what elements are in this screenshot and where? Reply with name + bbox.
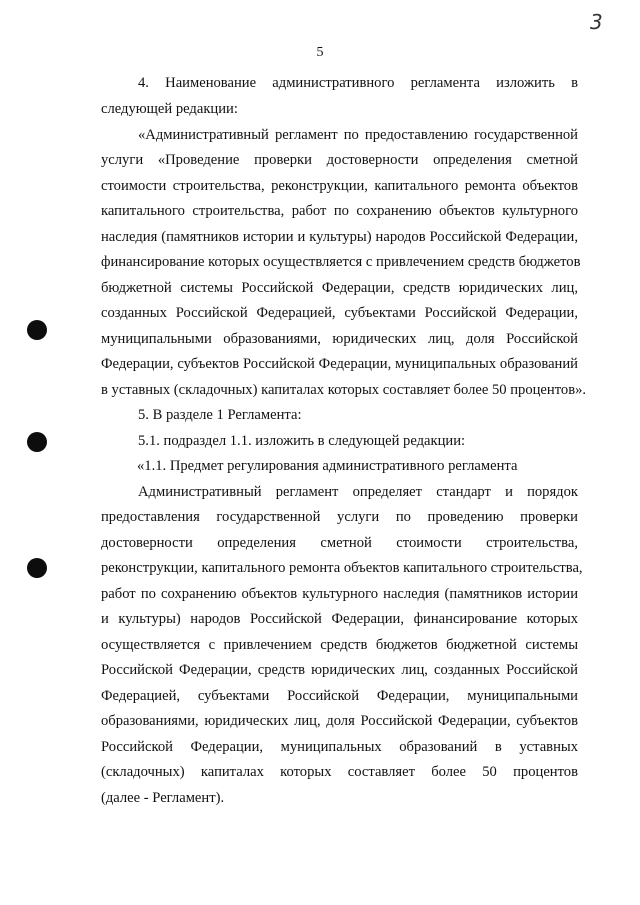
text-line: Федерацией, субъектами Российской Федерации, муниципальными [101,688,578,704]
text-line: в уставных (складочных) капиталах которых составляет более 50 процентов». [101,382,587,398]
text-line: бюджетной системы Российской Федерации, средств юридических лиц, [101,280,578,296]
text-line: «Административный регламент по предоставлению государственной [138,127,578,143]
text-line: осуществляется с привлечением средств бюджетов бюджетной системы [101,637,578,653]
text-line: Федерации, субъектов Российской Федерации, муниципальных образований [101,356,578,372]
text-line: и культуры) народов Российской Федерации, финансирование которых [101,611,578,627]
page-number: 5 [316,45,324,60]
text-line: «1.1. Предмет регулирования административного регламента [137,458,518,474]
text-line: (складочных) капиталах которых составляет более 50 процентов [101,764,578,780]
text-line: достоверности определения сметной стоимости строительства, [101,535,578,551]
text-line: Административный регламент определяет стандарт и порядок [138,484,578,500]
text-line: наследия (памятников истории и культуры) народов Российской Федерации, [101,229,578,245]
text-line: образованиями, юридических лиц, доля Российской Федерации, субъектов [101,713,578,729]
text-line: реконструкции, капитального ремонта объектов капитального строительства, [101,560,583,576]
text-line: услуги «Проведение проверки достоверности определения сметной [101,152,578,168]
text-line: 4. Наименование административного регламента изложить в [138,75,578,91]
text-line: созданных Российской Федерацией, субъектами Российской Федерации, [101,305,578,321]
text-line: стоимости строительства, реконструкции, капитального ремонта объектов [101,178,578,194]
text-line: капитального строительства, работ по сохранению объектов культурного [101,203,578,219]
text-line: муниципальными образованиями, юридических лиц, доля Российской [101,331,578,347]
punch-hole-icon [27,432,47,452]
text-line: Российской Федерации, средств юридических лиц, созданных Российской [101,662,578,678]
text-line: (далее - Регламент). [101,790,225,806]
text-line: предоставления государственной услуги по проведению проверки [101,509,578,525]
punch-hole-icon [27,320,47,340]
text-line: работ по сохранению объектов культурного наследия (памятников истории [101,586,578,602]
text-line: Российской Федерации, муниципальных образований в уставных [101,739,578,755]
punch-hole-icon [27,558,47,578]
handwritten-page-mark: 3 [590,10,603,34]
text-line: финансирование которых осуществляется с привлечением средств бюджетов [101,254,581,270]
text-line: 5.1. подраздел 1.1. изложить в следующей редакции: [138,433,466,449]
text-line: 5. В разделе 1 Регламента: [138,407,302,423]
text-line: следующей редакции: [101,101,238,117]
